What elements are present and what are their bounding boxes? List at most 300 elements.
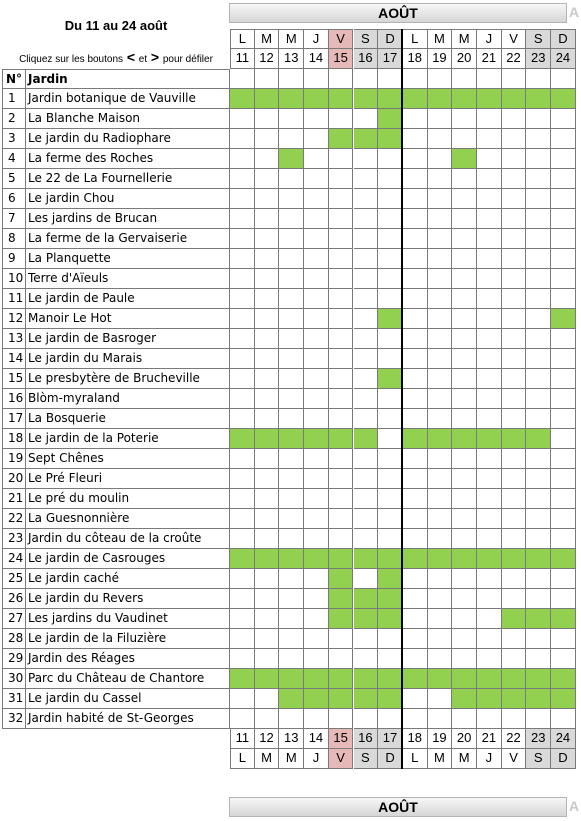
day-cell-closed bbox=[304, 309, 329, 329]
day-cell-closed bbox=[230, 329, 255, 349]
day-cell-closed bbox=[428, 709, 453, 729]
scroll-right-button[interactable]: > bbox=[150, 49, 160, 65]
day-cell-closed bbox=[304, 649, 329, 669]
day-cell-closed bbox=[279, 189, 304, 209]
day-cell-closed bbox=[428, 449, 453, 469]
garden-number: 31 bbox=[2, 689, 26, 709]
day-cell-closed bbox=[255, 309, 280, 329]
day-cell-closed bbox=[452, 389, 477, 409]
day-cell-closed bbox=[526, 409, 551, 429]
garden-name[interactable]: Le jardin du Cassel bbox=[26, 689, 230, 709]
header-blank-cell bbox=[230, 69, 255, 89]
garden-number: 17 bbox=[2, 409, 26, 429]
day-cell-open bbox=[329, 549, 354, 569]
day-cell-closed bbox=[354, 449, 379, 469]
day-date-footer: 12 bbox=[255, 729, 280, 749]
day-cell-open bbox=[329, 689, 354, 709]
day-cell-closed bbox=[354, 329, 379, 349]
day-cell-open bbox=[230, 429, 255, 449]
day-cell-closed bbox=[452, 569, 477, 589]
garden-name[interactable]: Blòm-myraland bbox=[26, 389, 230, 409]
day-cell-closed bbox=[551, 229, 576, 249]
garden-number: 19 bbox=[2, 449, 26, 469]
day-cell-closed bbox=[354, 529, 379, 549]
day-cell-closed bbox=[354, 569, 379, 589]
day-cell-closed bbox=[477, 529, 502, 549]
day-cell-closed bbox=[329, 329, 354, 349]
day-cell-closed bbox=[551, 269, 576, 289]
day-cell-closed bbox=[477, 589, 502, 609]
day-cell-closed bbox=[378, 289, 403, 309]
day-cell-closed bbox=[378, 509, 403, 529]
day-cell-closed bbox=[304, 509, 329, 529]
day-cell-open bbox=[304, 669, 329, 689]
day-cell-closed bbox=[403, 309, 428, 329]
day-cell-open bbox=[354, 609, 379, 629]
day-date-footer: 14 bbox=[304, 729, 329, 749]
day-cell-open bbox=[255, 429, 280, 449]
hint-text-after: pour défiler bbox=[162, 54, 213, 65]
day-cell-closed bbox=[551, 169, 576, 189]
day-cell-closed bbox=[329, 449, 354, 469]
scroll-left-button[interactable]: < bbox=[126, 49, 135, 65]
day-cell-closed bbox=[428, 689, 453, 709]
day-cell-closed bbox=[403, 489, 428, 509]
garden-number: 15 bbox=[2, 369, 26, 389]
garden-number: 24 bbox=[2, 549, 26, 569]
day-date-header: 21 bbox=[477, 49, 502, 69]
column-header-garden: Jardin bbox=[26, 69, 230, 89]
day-cell-closed bbox=[354, 409, 379, 429]
day-cell-closed bbox=[354, 369, 379, 389]
day-date-header: 24 bbox=[551, 49, 576, 69]
day-cell-closed bbox=[378, 209, 403, 229]
day-cell-open bbox=[279, 549, 304, 569]
day-cell-closed bbox=[502, 709, 527, 729]
day-cell-closed bbox=[477, 169, 502, 189]
garden-number: 27 bbox=[2, 609, 26, 629]
day-date-header: 15 bbox=[329, 49, 354, 69]
garden-name[interactable]: Le 22 de La Fournellerie bbox=[26, 169, 230, 189]
day-cell-closed bbox=[279, 329, 304, 349]
garden-name[interactable]: Jardin habité de St-Georges bbox=[26, 709, 230, 729]
day-letter-header: J bbox=[304, 29, 329, 49]
day-cell-closed bbox=[329, 649, 354, 669]
garden-number: 12 bbox=[2, 309, 26, 329]
day-cell-closed bbox=[526, 249, 551, 269]
day-cell-closed bbox=[502, 149, 527, 169]
header-blank-cell bbox=[452, 69, 477, 89]
day-cell-closed bbox=[279, 349, 304, 369]
day-cell-closed bbox=[403, 709, 428, 729]
day-cell-closed bbox=[428, 209, 453, 229]
garden-number: 18 bbox=[2, 429, 26, 449]
day-cell-closed bbox=[452, 469, 477, 489]
day-cell-closed bbox=[403, 229, 428, 249]
day-date-footer: 24 bbox=[551, 729, 576, 749]
next-month-header-partial: A bbox=[569, 4, 580, 20]
day-cell-closed bbox=[551, 109, 576, 129]
day-cell-closed bbox=[403, 409, 428, 429]
day-cell-open bbox=[502, 689, 527, 709]
garden-number: 4 bbox=[2, 149, 26, 169]
day-cell-closed bbox=[403, 169, 428, 189]
day-cell-closed bbox=[255, 189, 280, 209]
day-cell-closed bbox=[428, 109, 453, 129]
day-cell-closed bbox=[378, 409, 403, 429]
day-cell-closed bbox=[502, 589, 527, 609]
day-cell-closed bbox=[477, 249, 502, 269]
day-cell-closed bbox=[255, 449, 280, 469]
day-cell-closed bbox=[551, 709, 576, 729]
day-cell-closed bbox=[403, 189, 428, 209]
garden-number: 20 bbox=[2, 469, 26, 489]
day-cell-closed bbox=[477, 129, 502, 149]
day-date-header: 20 bbox=[452, 49, 477, 69]
garden-name[interactable]: Terre d'Aïeuls bbox=[26, 269, 230, 289]
day-cell-closed bbox=[428, 289, 453, 309]
day-cell-open bbox=[354, 549, 379, 569]
day-cell-closed bbox=[230, 689, 255, 709]
garden-name[interactable]: La Guesnonnière bbox=[26, 509, 230, 529]
day-cell-closed bbox=[477, 569, 502, 589]
day-cell-open bbox=[329, 129, 354, 149]
garden-name[interactable]: Le jardin de Casrouges bbox=[26, 549, 230, 569]
day-letter-footer: V bbox=[502, 749, 527, 769]
hint-text-between: et bbox=[138, 54, 148, 65]
garden-number: 13 bbox=[2, 329, 26, 349]
day-letter-header: M bbox=[452, 29, 477, 49]
day-cell-closed bbox=[452, 409, 477, 429]
footer-next-month-header-partial: A bbox=[569, 798, 580, 814]
day-cell-closed bbox=[230, 169, 255, 189]
day-cell-closed bbox=[452, 489, 477, 509]
garden-number: 23 bbox=[2, 529, 26, 549]
day-cell-closed bbox=[279, 269, 304, 289]
day-cell-closed bbox=[551, 469, 576, 489]
day-cell-closed bbox=[403, 589, 428, 609]
day-cell-open bbox=[403, 549, 428, 569]
day-date-header: 12 bbox=[255, 49, 280, 69]
day-cell-closed bbox=[378, 249, 403, 269]
day-date-header: 22 bbox=[502, 49, 527, 69]
garden-number: 6 bbox=[2, 189, 26, 209]
day-cell-closed bbox=[452, 129, 477, 149]
day-cell-closed bbox=[502, 409, 527, 429]
day-cell-closed bbox=[329, 149, 354, 169]
garden-name[interactable]: Le jardin caché bbox=[26, 569, 230, 589]
garden-name[interactable]: Les jardins de Brucan bbox=[26, 209, 230, 229]
day-cell-closed bbox=[354, 269, 379, 289]
header-blank-cell bbox=[526, 69, 551, 89]
day-cell-closed bbox=[329, 529, 354, 549]
day-cell-closed bbox=[551, 509, 576, 529]
day-cell-closed bbox=[354, 509, 379, 529]
day-date-header: 23 bbox=[526, 49, 551, 69]
day-cell-closed bbox=[551, 649, 576, 669]
day-cell-closed bbox=[378, 529, 403, 549]
day-letter-header: V bbox=[502, 29, 527, 49]
day-cell-open bbox=[551, 689, 576, 709]
garden-name[interactable]: Les jardins du Vaudinet bbox=[26, 609, 230, 629]
garden-name[interactable]: La ferme de la Gervaiserie bbox=[26, 229, 230, 249]
day-letter-header: J bbox=[477, 29, 502, 49]
day-cell-closed bbox=[255, 469, 280, 489]
day-cell-open bbox=[304, 689, 329, 709]
day-cell-open bbox=[279, 689, 304, 709]
day-cell-closed bbox=[551, 489, 576, 509]
day-cell-closed bbox=[329, 489, 354, 509]
day-cell-open bbox=[502, 89, 527, 109]
day-cell-closed bbox=[304, 269, 329, 289]
day-cell-closed bbox=[354, 649, 379, 669]
day-cell-closed bbox=[354, 709, 379, 729]
garden-number: 5 bbox=[2, 169, 26, 189]
day-cell-closed bbox=[403, 569, 428, 589]
day-cell-closed bbox=[452, 189, 477, 209]
day-cell-closed bbox=[502, 349, 527, 369]
day-cell-open bbox=[403, 429, 428, 449]
day-cell-closed bbox=[526, 509, 551, 529]
day-cell-closed bbox=[502, 249, 527, 269]
day-cell-closed bbox=[502, 129, 527, 149]
day-cell-closed bbox=[477, 609, 502, 629]
day-cell-open bbox=[452, 89, 477, 109]
day-cell-closed bbox=[378, 429, 403, 449]
day-cell-closed bbox=[255, 529, 280, 549]
day-cell-closed bbox=[279, 249, 304, 269]
day-cell-closed bbox=[502, 649, 527, 669]
day-cell-open bbox=[304, 429, 329, 449]
day-letter-header: M bbox=[255, 29, 280, 49]
day-cell-open bbox=[354, 589, 379, 609]
day-letter-footer: V bbox=[329, 749, 354, 769]
day-cell-closed bbox=[452, 289, 477, 309]
day-cell-closed bbox=[304, 609, 329, 629]
day-cell-closed bbox=[551, 289, 576, 309]
day-cell-closed bbox=[428, 329, 453, 349]
garden-number: 11 bbox=[2, 289, 26, 309]
garden-name[interactable]: Jardin des Réages bbox=[26, 649, 230, 669]
garden-name[interactable]: Manoir Le Hot bbox=[26, 309, 230, 329]
day-cell-closed bbox=[304, 589, 329, 609]
day-cell-open bbox=[452, 549, 477, 569]
day-cell-open bbox=[477, 689, 502, 709]
day-cell-closed bbox=[378, 469, 403, 489]
day-cell-closed bbox=[428, 309, 453, 329]
footer-month-header: AOÛT bbox=[229, 797, 567, 817]
day-cell-closed bbox=[502, 509, 527, 529]
day-cell-closed bbox=[551, 149, 576, 169]
day-cell-closed bbox=[304, 129, 329, 149]
garden-name[interactable]: Jardin botanique de Vauville bbox=[26, 89, 230, 109]
day-cell-closed bbox=[502, 229, 527, 249]
day-cell-closed bbox=[329, 169, 354, 189]
garden-number: 7 bbox=[2, 209, 26, 229]
day-cell-open bbox=[255, 89, 280, 109]
garden-name[interactable]: La ferme des Roches bbox=[26, 149, 230, 169]
day-cell-closed bbox=[279, 569, 304, 589]
day-cell-closed bbox=[526, 289, 551, 309]
day-cell-closed bbox=[403, 249, 428, 269]
day-cell-closed bbox=[526, 189, 551, 209]
day-cell-closed bbox=[502, 209, 527, 229]
day-cell-closed bbox=[428, 649, 453, 669]
garden-name[interactable]: Le jardin de Paule bbox=[26, 289, 230, 309]
day-letter-footer: M bbox=[452, 749, 477, 769]
day-date-footer: 21 bbox=[477, 729, 502, 749]
garden-name[interactable]: La Planquette bbox=[26, 249, 230, 269]
day-cell-closed bbox=[502, 629, 527, 649]
garden-name[interactable]: La Bosquerie bbox=[26, 409, 230, 429]
day-cell-closed bbox=[230, 249, 255, 269]
garden-name[interactable]: Le jardin du Marais bbox=[26, 349, 230, 369]
day-cell-closed bbox=[279, 289, 304, 309]
day-cell-closed bbox=[428, 409, 453, 429]
day-cell-closed bbox=[477, 629, 502, 649]
day-cell-open bbox=[354, 429, 379, 449]
day-date-header: 17 bbox=[378, 49, 403, 69]
day-cell-closed bbox=[230, 229, 255, 249]
day-cell-closed bbox=[304, 149, 329, 169]
day-cell-closed bbox=[403, 449, 428, 469]
day-cell-open bbox=[378, 129, 403, 149]
day-cell-closed bbox=[403, 109, 428, 129]
garden-number: 32 bbox=[2, 709, 26, 729]
day-cell-closed bbox=[526, 489, 551, 509]
day-cell-open bbox=[378, 569, 403, 589]
day-cell-closed bbox=[304, 389, 329, 409]
garden-name[interactable]: Le Pré Fleuri bbox=[26, 469, 230, 489]
day-cell-closed bbox=[329, 309, 354, 329]
day-cell-open bbox=[526, 609, 551, 629]
day-letter-header: D bbox=[378, 29, 403, 49]
garden-name[interactable]: Le presbytère de Brucheville bbox=[26, 369, 230, 389]
day-cell-closed bbox=[230, 309, 255, 329]
day-cell-closed bbox=[428, 189, 453, 209]
day-cell-closed bbox=[354, 149, 379, 169]
day-cell-closed bbox=[304, 489, 329, 509]
day-cell-closed bbox=[526, 149, 551, 169]
day-cell-open bbox=[551, 609, 576, 629]
week-divider bbox=[401, 29, 403, 769]
day-cell-open bbox=[551, 89, 576, 109]
day-cell-closed bbox=[354, 189, 379, 209]
day-cell-closed bbox=[502, 189, 527, 209]
header-blank-cell bbox=[378, 69, 403, 89]
day-cell-closed bbox=[329, 189, 354, 209]
day-cell-open bbox=[428, 89, 453, 109]
day-letter-footer: M bbox=[255, 749, 280, 769]
day-cell-closed bbox=[502, 569, 527, 589]
day-cell-closed bbox=[255, 289, 280, 309]
day-cell-closed bbox=[452, 509, 477, 529]
day-cell-closed bbox=[304, 569, 329, 589]
garden-name[interactable]: Sept Chênes bbox=[26, 449, 230, 469]
day-cell-open bbox=[304, 89, 329, 109]
period-title: Du 11 au 24 août bbox=[64, 18, 168, 33]
garden-name[interactable]: La Blanche Maison bbox=[26, 109, 230, 129]
garden-name[interactable]: Le jardin de la Poterie bbox=[26, 429, 230, 449]
day-cell-open bbox=[378, 609, 403, 629]
day-cell-closed bbox=[428, 169, 453, 189]
garden-number: 3 bbox=[2, 129, 26, 149]
garden-name[interactable]: Le jardin de Basroger bbox=[26, 329, 230, 349]
day-cell-closed bbox=[551, 569, 576, 589]
day-cell-closed bbox=[452, 309, 477, 329]
day-cell-closed bbox=[354, 309, 379, 329]
day-cell-closed bbox=[279, 629, 304, 649]
day-cell-closed bbox=[551, 629, 576, 649]
day-cell-closed bbox=[354, 489, 379, 509]
day-cell-closed bbox=[304, 289, 329, 309]
garden-name[interactable]: Le jardin du Revers bbox=[26, 589, 230, 609]
day-date-footer: 17 bbox=[378, 729, 403, 749]
day-cell-closed bbox=[255, 609, 280, 629]
day-cell-closed bbox=[502, 289, 527, 309]
day-cell-closed bbox=[403, 649, 428, 669]
day-cell-closed bbox=[551, 409, 576, 429]
day-cell-closed bbox=[279, 409, 304, 429]
day-cell-closed bbox=[279, 609, 304, 629]
day-cell-closed bbox=[551, 429, 576, 449]
day-cell-closed bbox=[403, 609, 428, 629]
day-date-footer: 16 bbox=[354, 729, 379, 749]
day-cell-open bbox=[526, 669, 551, 689]
day-cell-open bbox=[354, 129, 379, 149]
day-cell-closed bbox=[551, 449, 576, 469]
day-cell-open bbox=[279, 669, 304, 689]
day-letter-header: M bbox=[428, 29, 453, 49]
garden-name[interactable]: Le pré du moulin bbox=[26, 489, 230, 509]
day-cell-closed bbox=[551, 349, 576, 369]
garden-name[interactable]: Parc du Château de Chantore bbox=[26, 669, 230, 689]
day-cell-closed bbox=[452, 349, 477, 369]
hint-text-before: Cliquez sur les boutons bbox=[19, 54, 124, 65]
garden-name[interactable]: Le jardin du Radiophare bbox=[26, 129, 230, 149]
day-cell-open bbox=[477, 89, 502, 109]
day-cell-open bbox=[428, 429, 453, 449]
day-cell-closed bbox=[279, 529, 304, 549]
day-cell-closed bbox=[526, 369, 551, 389]
day-cell-closed bbox=[329, 209, 354, 229]
day-cell-closed bbox=[230, 629, 255, 649]
day-cell-closed bbox=[230, 389, 255, 409]
day-cell-closed bbox=[230, 409, 255, 429]
day-cell-closed bbox=[230, 709, 255, 729]
day-cell-closed bbox=[255, 389, 280, 409]
day-cell-closed bbox=[428, 569, 453, 589]
day-cell-closed bbox=[304, 529, 329, 549]
garden-name[interactable]: Jardin du côteau de la croûte bbox=[26, 529, 230, 549]
day-letter-header: D bbox=[551, 29, 576, 49]
day-cell-closed bbox=[255, 629, 280, 649]
day-cell-closed bbox=[255, 349, 280, 369]
day-cell-closed bbox=[255, 209, 280, 229]
day-date-footer: 18 bbox=[403, 729, 428, 749]
day-cell-closed bbox=[354, 169, 379, 189]
day-letter-footer: D bbox=[551, 749, 576, 769]
day-cell-closed bbox=[526, 709, 551, 729]
garden-number: 8 bbox=[2, 229, 26, 249]
day-cell-open bbox=[329, 609, 354, 629]
day-cell-closed bbox=[452, 589, 477, 609]
day-cell-closed bbox=[329, 349, 354, 369]
garden-name[interactable]: Le jardin Chou bbox=[26, 189, 230, 209]
garden-number: 28 bbox=[2, 629, 26, 649]
garden-name[interactable]: Le jardin de la Filuzière bbox=[26, 629, 230, 649]
day-cell-closed bbox=[526, 129, 551, 149]
